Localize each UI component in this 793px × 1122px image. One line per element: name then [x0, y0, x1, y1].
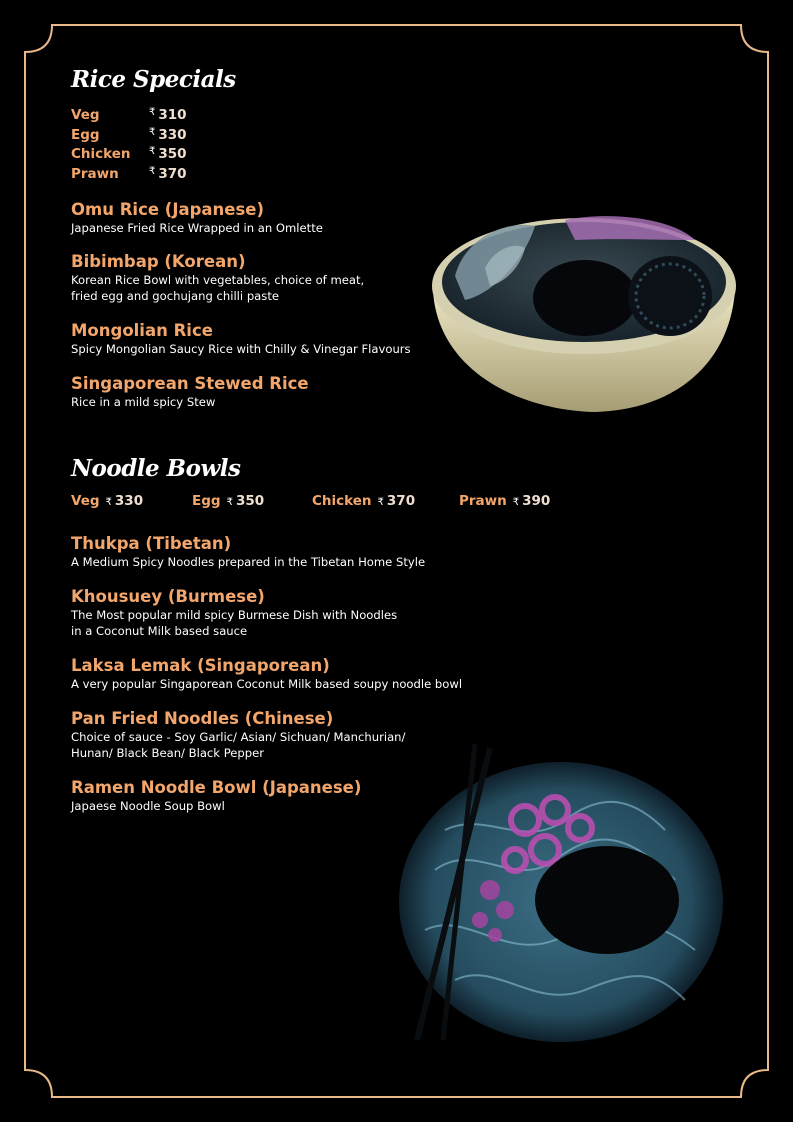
dish-description: Hunan/ Black Bean/ Black Pepper — [71, 746, 265, 760]
dish-name: Omu Rice (Japanese) — [71, 200, 265, 219]
dish-name: Khousuey (Burmese) — [71, 587, 265, 606]
rice-price-list — [71, 107, 187, 185]
dish-description: in a Coconut Milk based sauce — [71, 624, 248, 638]
price-label: Prawn — [71, 165, 119, 182]
dish-description: fried egg and gochujang chilli paste — [71, 289, 279, 303]
dish-description: Spicy Mongolian Saucy Rice with Chilly & Vinegar Flavours — [71, 342, 411, 356]
price-value: 370 — [158, 165, 187, 182]
price-entry — [312, 493, 415, 509]
price-value: 350 — [235, 493, 265, 509]
menu-item — [71, 534, 425, 570]
dish-description: Rice in a mild spicy Stew — [71, 395, 216, 409]
price-label: Chicken — [71, 146, 131, 162]
rupee-symbol: ₹ — [105, 497, 112, 508]
menu-item — [71, 587, 397, 639]
dish-description: A very popular Singaporean Coconut Milk based soupy noodle bowl — [71, 677, 463, 691]
price-label: Veg — [71, 493, 100, 509]
dish-name: Bibimbap (Korean) — [71, 252, 246, 271]
rupee-symbol: ₹ — [149, 126, 156, 138]
price-value: 350 — [158, 146, 187, 162]
price-label: Egg — [192, 493, 221, 509]
rupee-symbol: ₹ — [512, 497, 520, 508]
price-label: Egg — [71, 126, 100, 143]
dish-description: Choice of sauce - Soy Garlic/ Asian/ Sichuan/ Manchurian/ — [71, 730, 406, 744]
price-value: 370 — [386, 493, 416, 509]
price-row — [71, 107, 187, 127]
price-value: 330 — [158, 126, 187, 143]
price-row — [71, 127, 187, 147]
rupee-symbol: ₹ — [149, 146, 156, 157]
price-entry — [71, 493, 143, 509]
menu-item — [71, 252, 364, 304]
dish-name: Singaporean Stewed Rice — [71, 374, 309, 393]
rice-bowl-image — [425, 198, 740, 416]
menu-item — [71, 321, 411, 357]
price-row — [71, 166, 187, 186]
price-value: 310 — [158, 107, 187, 123]
price-row — [71, 146, 187, 166]
menu-item — [71, 200, 323, 236]
price-label: Prawn — [459, 493, 507, 509]
dish-name: Ramen Noodle Bowl (Japanese) — [71, 778, 362, 797]
rice-specials-title: Rice Specials — [71, 66, 236, 93]
dish-name: Laksa Lemak (Singaporean) — [71, 656, 330, 675]
dish-description: The Most popular mild spicy Burmese Dish with Noodles — [71, 608, 398, 622]
rupee-symbol: ₹ — [149, 107, 156, 118]
menu-item — [71, 709, 405, 761]
price-entry — [459, 493, 550, 509]
dish-description: Japanese Fried Rice Wrapped in an Omlette — [71, 221, 323, 235]
menu-item — [71, 656, 462, 692]
dish-description: A Medium Spicy Noodles prepared in the Tibetan Home Style — [71, 555, 426, 569]
rupee-symbol: ₹ — [226, 497, 233, 508]
noodle-bowls-title: Noodle Bowls — [71, 455, 241, 482]
price-label: Chicken — [312, 493, 372, 509]
price-label: Veg — [71, 107, 100, 123]
menu-item — [71, 778, 361, 814]
rupee-symbol: ₹ — [377, 497, 384, 508]
price-value: 390 — [522, 493, 551, 509]
price-entry — [192, 493, 264, 509]
dish-name: Mongolian Rice — [71, 321, 213, 340]
menu-item — [71, 374, 309, 410]
dish-description: Japaese Noodle Soup Bowl — [71, 799, 225, 813]
dish-description: Korean Rice Bowl with vegetables, choice of meat, — [71, 273, 365, 287]
dish-name: Thukpa (Tibetan) — [71, 534, 232, 553]
rupee-symbol: ₹ — [149, 165, 156, 177]
price-value: 330 — [114, 493, 144, 509]
noodle-bowl-image — [395, 740, 733, 1050]
dish-name: Pan Fried Noodles (Chinese) — [71, 709, 334, 728]
